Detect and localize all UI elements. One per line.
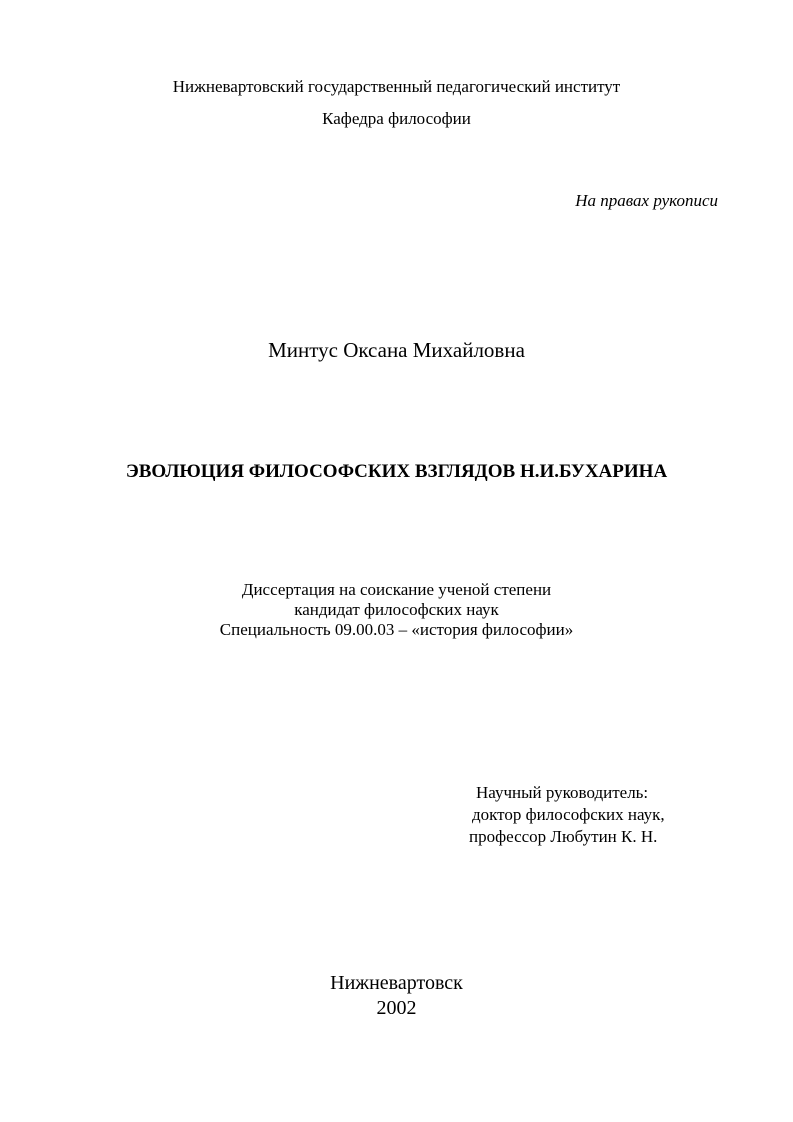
department-name: Кафедра философии	[322, 109, 471, 128]
institute-name: Нижневартовский государственный педагогический институт	[172, 77, 621, 96]
manuscript-note: На правах рукописи	[575, 191, 718, 210]
supervisor-name: профессор Любутин К. Н.	[469, 827, 658, 846]
year: 2002	[376, 997, 417, 1019]
degree-line-2: кандидат философских наук	[294, 600, 499, 619]
author-name: Минтус Оксана Михайловна	[268, 338, 525, 362]
degree-block	[0, 580, 793, 640]
supervisor-label: Научный руководитель:	[476, 783, 649, 802]
supervisor-block	[468, 782, 665, 848]
specialty-line: Специальность 09.00.03 – «история философии»	[219, 620, 574, 639]
degree-line-1: Диссертация на соискание ученой степени	[241, 580, 552, 599]
dissertation-title: ЭВОЛЮЦИЯ ФИЛОСОФСКИХ ВЗГЛЯДОВ Н.И.БУХАРИНА	[125, 461, 668, 482]
city: Нижневартовск	[330, 972, 463, 994]
supervisor-degree: доктор философских наук,	[472, 805, 665, 824]
